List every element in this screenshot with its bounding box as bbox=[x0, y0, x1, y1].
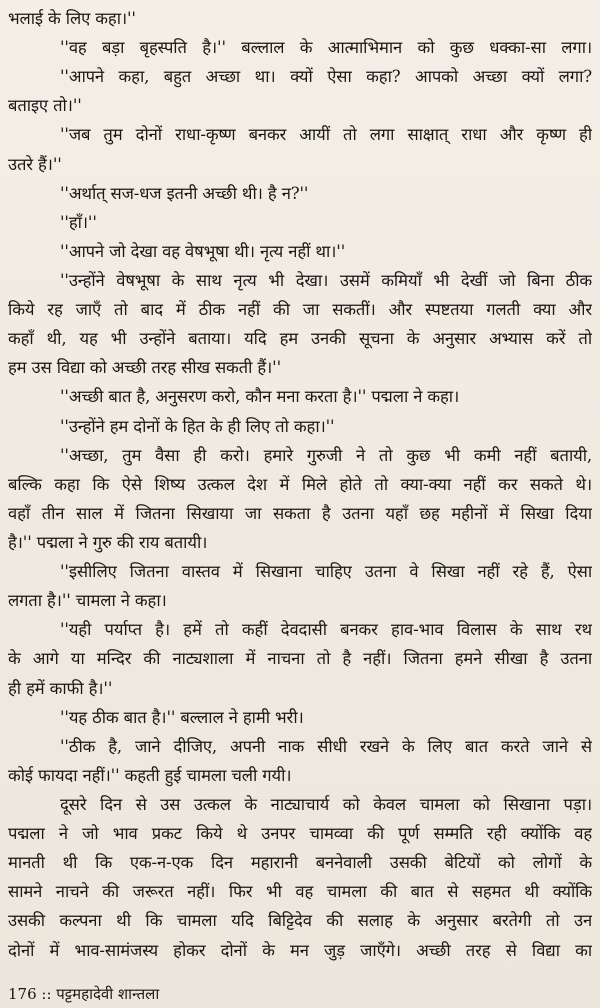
text-line: ''अच्छी बात है, अनुसरण करो, कौन मना करता है।'' पद्मला ने कहा। bbox=[60, 387, 460, 407]
text-line: बताइए तो।'' bbox=[8, 96, 82, 116]
text-line: ''उन्होंने हम दोनों के हित के ही लिए तो कहा।'' bbox=[60, 416, 335, 436]
text-line: बल्कि कहा कि ऐसे शिष्य उत्कल देश में मिले होते तो क्या-क्या नहीं कर सकते थे। bbox=[8, 474, 592, 494]
text-line: कोई फायदा नहीं।'' कहती हुई चामला चली गयी। bbox=[8, 765, 292, 785]
text-line: उसकी कल्पना थी कि चामला यदि बिट्टिदेव की सलाह के अनुसार बरतेगी तो उन bbox=[8, 911, 592, 931]
text-line: ''अच्छा, तुम वैसा ही करो। हमारे गुरुजी ने तो कुछ भी कमी नहीं बतायी, bbox=[60, 445, 592, 465]
text-line: भलाई के लिए कहा।'' bbox=[8, 9, 136, 28]
text-line: ''हाँ।'' bbox=[60, 212, 97, 232]
text-line: ''वह बड़ा बृहस्पति है।'' बल्लाल के आत्माभिमान को कुछ धक्का-सा लगा। bbox=[60, 38, 592, 58]
text-line: दोनों में भाव-सामंजस्य होकर दोनों के मन जुड़ जाएँगे। अच्छी तरह से विद्या का bbox=[8, 940, 592, 960]
text-line: ''जब तुम दोनों राधा-कृष्ण बनकर आयीं तो लगा साक्षात् राधा और कृष्ण ही bbox=[60, 125, 592, 145]
text-line: दूसरे दिन से उस उत्कल के नाट्याचार्य को केवल चामला को सिखाना पड़ा। bbox=[60, 794, 592, 814]
text-line: पद्मला ने जो भाव प्रकट किये थे उनपर चामव्वा की पूर्ण सम्मति रही क्योंकि वह bbox=[8, 824, 592, 844]
body-text bbox=[8, 4, 592, 965]
text-line: ''यही पर्याप्त है। हमें तो कहीं देवदासी बनकर हाव-भाव विलास के साथ रथ bbox=[60, 620, 592, 640]
text-line: ही हमें काफी है।'' bbox=[8, 678, 113, 698]
text-line: ''इसीलिए जितना वास्तव में सिखाना चाहिए उतना वे सिखा नहीं रहे हैं, ऐसा bbox=[60, 562, 592, 582]
text-line: है।'' पद्मला ने गुरु की राय बतायी। bbox=[8, 532, 208, 552]
text-line: सामने नाचने की जरूरत नहीं। फिर भी वह चामला की बात से सहमत थी क्योंकि bbox=[8, 882, 592, 902]
text-line: लगता है।'' चामला ने कहा। bbox=[8, 591, 167, 611]
text-line: के आगे या मन्दिर की नाट्यशाला में नाचना तो है नहीं। जितना हमने सीखा है उतना bbox=[8, 649, 592, 669]
text-line: मानती थी कि एक-न-एक दिन महारानी बननेवाली उसकी बेटियों को लोगों के bbox=[8, 853, 592, 873]
text-line: हम उस विद्या को अच्छी तरह सीख सकती हैं।'' bbox=[8, 358, 282, 378]
text-line: ''उन्होंने वेषभूषा के साथ नृत्य भी देखा। उसमें कमियाँ भी देखीं जो बिना ठीक bbox=[60, 270, 592, 290]
text-line: ''ठीक है, जाने दीजिए, अपनी नाक सीधी रखने के लिए बात करते जाने से bbox=[60, 736, 592, 756]
text-line: वहाँ तीन साल में जितना सिखाया जा सकता है उतना यहाँ छह महीनों में सिखा दिया bbox=[8, 503, 592, 523]
text-line: ''आपने जो देखा वह वेषभूषा थी। नृत्य नहीं था।'' bbox=[60, 241, 346, 261]
text-line: ''अर्थात् सज-धज इतनी अच्छी थी। है न?'' bbox=[60, 183, 309, 203]
text-line: ''यह ठीक बात है।'' बल्लाल ने हामी भरी। bbox=[60, 707, 304, 727]
text-line: ''आपने कहा, बहुत अच्छा था। क्यों ऐसा कहा? आपको अच्छा क्यों लगा? bbox=[60, 67, 592, 87]
page-footer: 176 :: पट्टमहादेवी शान्तला bbox=[8, 985, 160, 1003]
text-line: कहाँ थी, यह भी उन्होंने बताया। यदि हम उनकी सूचना के अनुसार अभ्यास करें तो bbox=[8, 329, 592, 349]
text-line: उतरे हैं।'' bbox=[8, 154, 62, 174]
text-line: किये रह जाएँ तो बाद में ठीक नहीं की जा सकतीं। और स्पष्टतया गलती क्या और bbox=[8, 300, 592, 320]
